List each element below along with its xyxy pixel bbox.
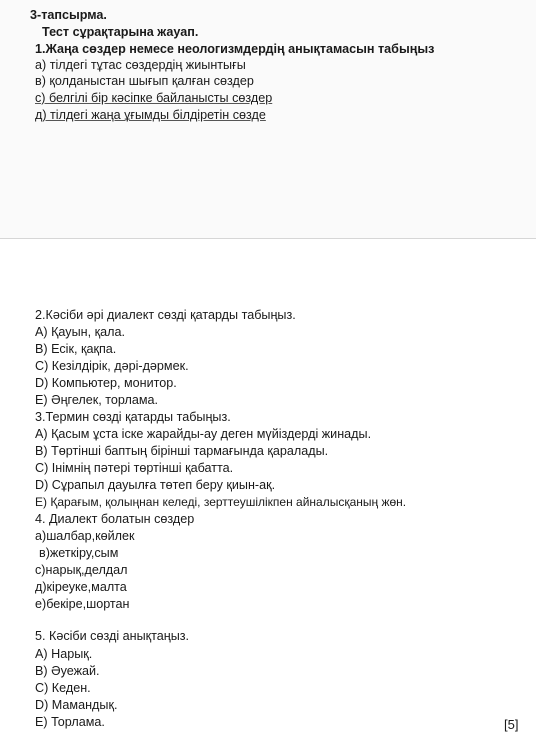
task-subtitle: Тест сұрақтарына жауап. <box>42 25 199 39</box>
q1-option-c: с) белгілі бір кәсіпке байланысты сөздер <box>35 91 273 105</box>
q2-option-e: Е) Әңгелек, торлама. <box>35 393 159 407</box>
q2-option-a: А) Қауын, қала. <box>35 325 125 339</box>
q3-option-e: Е) Қарағым, қолыңнан келеді, зерттеушілікпен айналысқаның жөн. <box>35 495 407 509</box>
q4-option-d: д)кіреуке,малта <box>35 580 127 594</box>
q3-option-b: В) Төртінші баптың бірінші тармағында қаралады. <box>35 444 329 458</box>
q5-question: 5. Кәсіби сөзді анықтаңыз. <box>35 629 190 643</box>
q4-option-b: в)жеткіру,сым <box>39 546 119 560</box>
q5-option-c: С) Кеден. <box>35 681 91 695</box>
q2-option-b: В) Есік, қақпа. <box>35 342 117 356</box>
score-mark: [5] <box>504 717 519 732</box>
q4-option-a: а)шалбар,көйлек <box>35 529 135 543</box>
q5-option-e: Е) Торлама. <box>35 715 105 729</box>
q4-question: 4. Диалект болатын сөздер <box>35 512 195 526</box>
q3-option-c: С) Інімнің пәтері төртінші қабатта. <box>35 461 234 475</box>
q2-option-d: D) Компьютер, монитор. <box>35 376 177 390</box>
q1-option-b: в) қолданыстан шығып қалған сөздер <box>35 74 254 88</box>
q2-option-c: С) Кезілдірік, дәрі-дәрмек. <box>35 359 189 373</box>
q3-option-a: А) Қасым ұста іске жарайды-ау деген мүйіздерді жинады. <box>35 427 372 441</box>
q5-option-a: А) Нарық. <box>35 647 93 661</box>
q5-option-b: В) Әуежай. <box>35 664 100 678</box>
q1-question: 1.Жаңа сөздер немесе неологизмдердің анықтамасын табыңыз <box>35 42 435 56</box>
q3-question: 3.Термин сөзді қатарды табыңыз. <box>35 410 231 424</box>
q5-option-d: D) Мамандық. <box>35 698 118 712</box>
q1-option-d: д) тілдегі жаңа ұғымды білдіретін сөзде <box>35 108 266 122</box>
q4-option-e: е)бекіре,шортан <box>35 597 130 611</box>
q3-option-d: D) Сұрапыл дауылға төтеп беру қиын-ақ. <box>35 478 276 492</box>
task-title: 3-тапсырма. <box>30 8 107 22</box>
q1-option-a: а) тілдегі тұтас сөздердің жиынтығы <box>35 58 246 72</box>
q4-option-c: с)нарық,делдал <box>35 563 128 577</box>
q2-question: 2.Кәсіби әрі диалект сөзді қатарды табыңыз. <box>35 308 296 322</box>
